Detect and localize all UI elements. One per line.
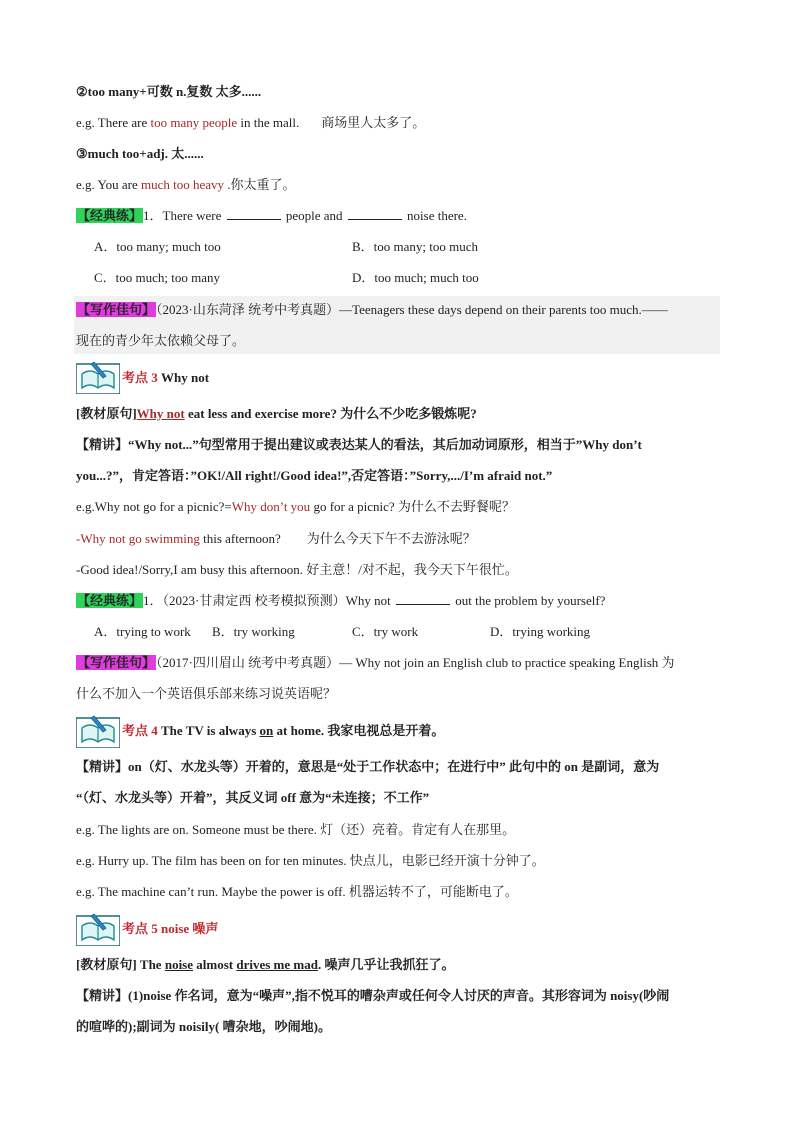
option-c[interactable]: C．too much; too many: [94, 270, 221, 285]
writing-sentence: [76, 653, 675, 673]
explanation-line-1: 【精讲】“Why not...”句型常用于提出建议或表达某人的看法，其后加动词原形，相当于”Why don’t: [76, 437, 642, 452]
option-c[interactable]: C．try work: [352, 624, 419, 639]
writing-tag: 【写作佳句】: [77, 302, 156, 317]
explanation-line-1: 【精讲】on（灯、水龙头等）开着的，意思是“处于工作状态中；在进行中” 此句中的 on 是副词，意为: [76, 759, 660, 774]
example-why-not-2: [76, 529, 476, 549]
example-on-3: e.g. The machine can’t run. Maybe the power is off. 机器运转不了，可能断电了。: [76, 884, 518, 899]
answer-blank[interactable]: [396, 592, 450, 605]
textbook-text: eat less and exercise more? 为什么不少吃多锻炼呢?: [184, 406, 477, 421]
example-text: this afternoon?: [199, 531, 281, 546]
kaodian-3-title: [122, 368, 209, 388]
writing-translation: 现在的青少年太依赖父母了。: [76, 333, 246, 348]
question-text: out the problem by yourself?: [452, 593, 606, 608]
source-note: （2023·甘肃定西 校考模拟预测）: [162, 593, 346, 608]
question-text: There were: [162, 208, 225, 223]
book-pencil-icon: [76, 714, 120, 748]
kaodian-5-title: 考点 5 noise 噪声: [122, 921, 219, 936]
option-b[interactable]: B．too many; too much: [352, 239, 479, 254]
circled-number: ②: [76, 84, 88, 99]
textbook-highlight: Why not: [136, 406, 185, 421]
rule-much-too: [76, 144, 204, 164]
option-d[interactable]: D．too much; much too: [352, 270, 479, 285]
example-why-not-1: [76, 497, 515, 517]
source-note: （2023·山东菏泽 统考中考真题）: [156, 302, 340, 317]
example-too-many: [76, 113, 425, 133]
writing-tag: 【写作佳句】: [77, 655, 156, 670]
textbook-label: [教材原句] The: [76, 957, 165, 972]
question-number: 1．: [143, 208, 163, 223]
example-why-not-3: -Good idea!/Sorry,I am busy this afternoon. 好主意！/对不起，我今天下午很忙。: [76, 562, 518, 577]
exercise-question: [76, 591, 605, 611]
exercise-tag: 【经典练】: [77, 593, 143, 608]
example-on-1: e.g. The lights are on. Someone must be there. 灯（还）亮着。肯定有人在那里。: [76, 822, 516, 837]
option-d[interactable]: D．trying working: [490, 624, 591, 639]
option-a[interactable]: A．trying to work: [94, 624, 191, 639]
exercise-tag: 【经典练】: [77, 208, 143, 223]
explanation-line-2: “（灯、水龙头等）开着”，其反义词 off 意为“未连接；不工作”: [76, 790, 430, 805]
kaodian-name: Why not: [161, 370, 210, 385]
answer-blank[interactable]: [348, 207, 402, 220]
example-highlight: Why don’t you: [231, 499, 311, 514]
textbook-sentence: [76, 404, 477, 424]
answer-blank[interactable]: [227, 207, 281, 220]
writing-sentence: [76, 300, 668, 320]
example-highlight: -Why not go swimming: [76, 531, 200, 546]
textbook-text: . 噪声几乎让我抓狂了。: [317, 957, 455, 972]
kaodian-label: 考点 3: [122, 370, 162, 385]
example-text: e.g. There are: [76, 115, 151, 130]
question-text: people and: [282, 208, 346, 223]
question-text: noise there.: [403, 208, 467, 223]
example-text: in the mall.: [237, 115, 300, 130]
explanation-line-2: you...?”，肯定答语：”OK!/All right!/Good idea!”,否定答语：”Sorry,.../I’m afraid not.”: [76, 468, 553, 483]
example-text: e.g.Why not go for a picnic?=: [76, 499, 232, 514]
question-number: 1．: [143, 593, 163, 608]
kaodian-4-title: [122, 721, 444, 741]
explanation-line-2: 的喧哗的);副词为 noisily( 嘈杂地，吵闹地)。: [76, 1019, 331, 1034]
example-text: go for a picnic? 为什么不去野餐呢？: [310, 499, 515, 514]
textbook-keyword: drives me mad: [236, 957, 318, 972]
rule-too-many: [76, 82, 261, 102]
kaodian-name: at home. 我家电视总是开着。: [273, 723, 445, 738]
textbook-sentence: [76, 955, 454, 975]
kaodian-label: 考点 4: [122, 723, 162, 738]
exercise-question: [76, 206, 467, 226]
rule-text: much too+adj. 太......: [87, 146, 204, 161]
book-pencil-icon: [76, 360, 120, 394]
writing-translation: 什么不加入一个英语俱乐部来练习说英语呢？: [76, 686, 337, 701]
example-text: .你太重了。: [224, 177, 296, 192]
question-text: Why not: [345, 593, 395, 608]
textbook-label: [教材原句]: [76, 406, 137, 421]
textbook-keyword: noise: [164, 957, 194, 972]
example-translation: 商场里人太多了。: [321, 115, 426, 130]
example-on-2: e.g. Hurry up. The film has been on for ten minutes. 快点儿，电影已经开演十分钟了。: [76, 853, 545, 868]
option-a[interactable]: A．too many; much too: [94, 239, 221, 254]
writing-english: —Teenagers these days depend on their parents too much.——: [339, 302, 668, 317]
explanation-line-1: 【精讲】(1)noise 作名词，意为“噪声”,指不悦耳的嘈杂声或任何令人讨厌的声音。其形容词为 noisy(吵闹: [76, 988, 670, 1003]
kaodian-name: The TV is always: [161, 723, 260, 738]
example-highlight: too many people: [150, 115, 238, 130]
source-note: （2017·四川眉山 统考中考真题）: [156, 655, 340, 670]
option-b[interactable]: B．try working: [212, 624, 295, 639]
example-highlight: much too heavy: [141, 177, 225, 192]
kaodian-keyword: on: [259, 723, 274, 738]
circled-number: ③: [76, 146, 88, 161]
example-translation: 为什么今天下午不去游泳呢？: [306, 531, 476, 546]
example-much-too: [76, 175, 296, 195]
book-pencil-icon: [76, 912, 120, 946]
writing-english: — Why not join an English club to practice speaking English 为: [339, 655, 675, 670]
example-text: e.g. You are: [76, 177, 141, 192]
rule-text: too many+可数 n.复数 太多......: [87, 84, 262, 99]
textbook-text: almost: [193, 957, 237, 972]
